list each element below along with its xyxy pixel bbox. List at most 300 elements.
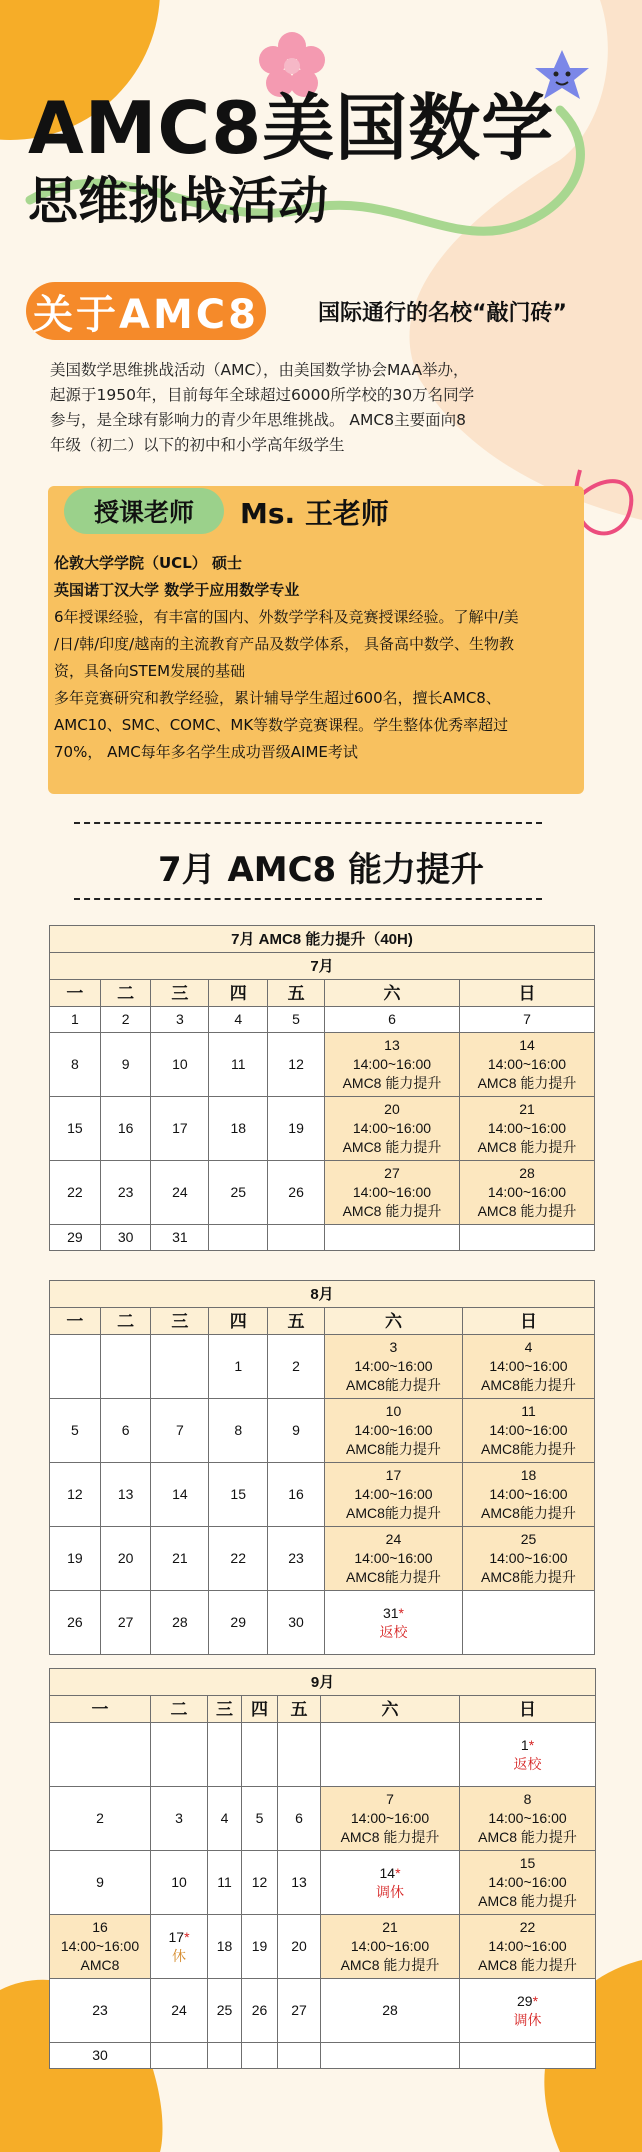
session-course: AMC8 能力提升 <box>477 1075 577 1091</box>
calendar-day-cell <box>278 1787 321 1851</box>
day-number: 12 <box>251 1874 268 1890</box>
calendar-day-cell <box>242 1979 278 2043</box>
calendar-day-cell <box>324 1007 459 1033</box>
calendar-day-cell <box>324 1033 459 1097</box>
calendar-day-cell <box>100 1591 151 1655</box>
calendar-day-cell <box>50 1335 101 1399</box>
calendar-day-cell <box>100 1463 151 1527</box>
calendar-day-cell <box>100 1225 151 1251</box>
calendar-july <box>49 925 595 1251</box>
session-course: AMC8 能力提升 <box>342 1075 442 1091</box>
divider <box>74 898 542 900</box>
calendar-day-cell <box>278 1723 321 1787</box>
day-number: 21 <box>172 1550 188 1566</box>
calendar-day-cell <box>460 1723 596 1787</box>
calendar-day-cell <box>462 1463 594 1527</box>
session-course: AMC8 能力提升 <box>478 1893 577 1909</box>
calendar-week-row <box>50 1463 595 1527</box>
calendar-day-cell <box>321 1851 460 1915</box>
calendar-day-cell <box>151 1033 209 1097</box>
day-number: 20 <box>291 1938 307 1954</box>
bio-line: AMC10、SMC、COMC、MK等数学竞赛课程。学生整体优秀率超过 <box>54 716 509 734</box>
calendar-day-cell <box>100 1527 151 1591</box>
session-course: AMC8能力提升 <box>346 1569 441 1585</box>
day-number: 11 <box>521 1403 536 1419</box>
teacher-bio <box>54 550 576 766</box>
page-title-line1: AMC8美国数学 <box>28 86 555 170</box>
session-course: AMC8 <box>80 1957 120 1973</box>
calendar-day-cell <box>151 1723 208 1787</box>
day-number: 19 <box>67 1550 83 1566</box>
day-number: 30 <box>117 1229 134 1245</box>
day-marker: * <box>532 1992 539 2009</box>
day-number: 30 <box>92 2047 108 2063</box>
session-time: 14:00~16:00 <box>350 1938 430 1954</box>
calendar-day-cell <box>278 1915 321 1979</box>
day-number: 23 <box>117 1184 134 1200</box>
session-course: AMC8 能力提升 <box>478 1829 577 1845</box>
calendar-day-cell <box>100 1335 151 1399</box>
calendar-day-cell <box>321 1915 460 1979</box>
calendar-day-cell <box>242 1915 278 1979</box>
day-number: 24 <box>171 2002 187 2018</box>
calendar-day-cell <box>151 1225 209 1251</box>
day-number: 4 <box>234 1011 243 1027</box>
calendar-day-cell <box>151 1097 209 1161</box>
calendar-day-cell <box>324 1097 459 1161</box>
calendar-day-cell <box>462 1527 594 1591</box>
session-time: 14:00~16:00 <box>487 1056 567 1072</box>
about-tagline: 国际通行的名校“敲门砖” <box>318 301 567 326</box>
calendar-day-cell <box>460 1787 596 1851</box>
day-number: 6 <box>388 1011 396 1027</box>
calendar-september <box>49 1668 596 2069</box>
calendar-day-cell <box>100 1399 151 1463</box>
calendar-day-cell <box>209 1161 268 1225</box>
day-number: 10 <box>172 1056 188 1072</box>
weekday-label: 四 <box>209 980 268 1007</box>
calendar-day-cell <box>242 1787 278 1851</box>
calendar-day-cell <box>151 1463 209 1527</box>
calendar-day-cell <box>209 1591 268 1655</box>
day-number: 15 <box>67 1120 83 1136</box>
calendar-day-cell <box>324 1591 462 1655</box>
day-number: 14 <box>379 1864 396 1881</box>
calendar-day-cell <box>151 1007 209 1033</box>
day-number: 29 <box>67 1229 83 1245</box>
day-marker: * <box>395 1864 401 1881</box>
calendar-day-cell <box>100 1033 151 1097</box>
calendar-week-row <box>50 1915 596 1979</box>
calendar-week-row <box>50 1527 595 1591</box>
session-time: 14:00~16:00 <box>489 1422 568 1438</box>
day-number: 27 <box>117 1614 134 1630</box>
day-number: 1 <box>70 1011 79 1027</box>
calendar-day-cell <box>209 1033 268 1097</box>
calendar-day-cell <box>100 1161 151 1225</box>
day-number: 28 <box>172 1614 188 1630</box>
calendar-day-cell <box>268 1591 325 1655</box>
day-number: 11 <box>217 1874 232 1890</box>
calendar-day-cell <box>50 1033 101 1097</box>
calendar-day-cell <box>151 1787 208 1851</box>
calendar-week-row <box>50 1097 595 1161</box>
calendar-day-cell <box>50 1851 151 1915</box>
session-time: 14:00~16:00 <box>354 1486 433 1502</box>
day-number: 31 <box>172 1229 188 1245</box>
weekday-label: 二 <box>100 1308 151 1335</box>
weekday-header-row <box>50 1308 595 1335</box>
calendar-day-cell <box>278 1851 321 1915</box>
session-time: 14:00~16:00 <box>352 1184 432 1200</box>
day-number: 13 <box>384 1037 400 1053</box>
calendar-week-row <box>50 1723 596 1787</box>
credential-line: 英国诺丁汉大学 数学于应用数学专业 <box>54 581 300 599</box>
calendar-day-cell <box>462 1335 594 1399</box>
about-pill: 关于AMC8 <box>26 282 266 340</box>
weekday-label: 三 <box>151 980 209 1007</box>
day-number: 17 <box>172 1120 188 1136</box>
day-number: 27 <box>291 2002 307 2018</box>
calendar-day-cell <box>209 1463 268 1527</box>
session-course: AMC8 能力提升 <box>477 1139 577 1155</box>
day-note: 调休 <box>376 1883 404 1900</box>
day-number: 16 <box>288 1486 304 1502</box>
session-course: AMC8能力提升 <box>346 1441 441 1457</box>
weekday-label: 五 <box>268 1308 325 1335</box>
day-number: 20 <box>384 1101 400 1117</box>
day-number: 9 <box>292 1422 300 1438</box>
calendar-day-cell <box>242 1723 278 1787</box>
calendar-week-row <box>50 1787 596 1851</box>
day-marker: * <box>528 1736 535 1753</box>
calendar-day-cell <box>208 1915 242 1979</box>
calendar-day-cell <box>209 1335 268 1399</box>
weekday-label: 二 <box>151 1696 208 1723</box>
day-number: 5 <box>292 1011 300 1027</box>
calendar-day-cell <box>462 1399 594 1463</box>
day-number: 15 <box>519 1855 536 1871</box>
weekday-label: 六 <box>324 1308 462 1335</box>
intro-text <box>50 358 520 458</box>
day-number: 6 <box>121 1422 130 1438</box>
calendar-week-row <box>50 2043 596 2069</box>
intro-line: 起源于1950年，目前每年全球超过6000所学校的30万名同学 <box>50 386 475 404</box>
calendar-day-cell <box>242 1851 278 1915</box>
calendar-day-cell <box>268 1225 325 1251</box>
day-number: 13 <box>117 1486 134 1502</box>
calendar-day-cell <box>460 2043 596 2069</box>
calendar-day-cell <box>459 1033 594 1097</box>
weekday-label: 四 <box>209 1308 268 1335</box>
calendar-day-cell <box>151 1161 209 1225</box>
bio-line: 多年竞赛研究和教学经验，累计辅导学生超过600名，擅长AMC8、 <box>54 689 501 707</box>
calendar-week-row <box>50 1979 596 2043</box>
day-number: 30 <box>288 1614 304 1630</box>
day-number: 7 <box>175 1422 184 1438</box>
day-number: 15 <box>230 1486 246 1502</box>
session-course: AMC8能力提升 <box>481 1505 576 1521</box>
calendar-week-row <box>50 1161 595 1225</box>
calendar-day-cell <box>50 1591 101 1655</box>
calendar-day-cell <box>151 1591 209 1655</box>
weekday-label: 三 <box>151 1308 209 1335</box>
day-number: 2 <box>96 1810 104 1826</box>
session-time: 14:00~16:00 <box>487 1184 567 1200</box>
day-number: 23 <box>288 1550 304 1566</box>
calendar-day-cell <box>459 1161 594 1225</box>
weekday-header-row <box>50 1696 596 1723</box>
calendar-day-cell <box>50 1527 101 1591</box>
day-number: 22 <box>230 1550 246 1566</box>
weekday-label: 二 <box>100 980 151 1007</box>
calendar-day-cell <box>151 1979 208 2043</box>
calendar-day-cell <box>209 1007 268 1033</box>
session-time: 14:00~16:00 <box>488 1874 567 1890</box>
day-number: 25 <box>230 1184 247 1200</box>
weekday-label: 六 <box>324 980 459 1007</box>
day-number: 17 <box>385 1467 402 1483</box>
session-course: AMC8能力提升 <box>346 1505 441 1521</box>
teacher-name: Ms. 王老师 <box>240 497 389 530</box>
weekday-label: 五 <box>278 1696 321 1723</box>
day-number: 1 <box>234 1358 243 1374</box>
calendar-week-row <box>50 1335 595 1399</box>
day-number: 11 <box>230 1056 246 1072</box>
bio-line: 70%， AMC每年多名学生成功晋级AIME考试 <box>54 743 358 761</box>
calendar-day-cell <box>324 1225 459 1251</box>
calendar-day-cell <box>268 1007 325 1033</box>
session-time: 14:00~16:00 <box>489 1358 568 1374</box>
session-time: 14:00~16:00 <box>60 1938 140 1954</box>
calendar-week-row <box>50 1225 595 1251</box>
weekday-label: 一 <box>50 1308 101 1335</box>
day-number: 19 <box>251 1938 268 1954</box>
day-number: 22 <box>67 1184 83 1200</box>
day-note: 返校 <box>513 1755 542 1772</box>
session-time: 14:00~16:00 <box>487 1120 567 1136</box>
day-number: 14 <box>519 1037 535 1053</box>
calendar-day-cell <box>462 1591 594 1655</box>
teacher-pill: 授课老师 <box>64 488 224 534</box>
day-number: 3 <box>389 1339 398 1355</box>
calendar-day-cell <box>459 1097 594 1161</box>
bio-line: /日/韩/印度/越南的主流教育产品及数学体系， 具备高中数学、生物教 <box>54 635 514 653</box>
day-number: 26 <box>288 1184 304 1200</box>
day-number: 27 <box>384 1165 400 1181</box>
session-course: AMC8 能力提升 <box>342 1139 442 1155</box>
calendar-day-cell <box>100 1007 151 1033</box>
calendar-week-row <box>50 1851 596 1915</box>
calendar-day-cell <box>209 1097 268 1161</box>
day-number: 8 <box>70 1056 79 1072</box>
day-number: 2 <box>292 1358 300 1374</box>
session-course: AMC8能力提升 <box>481 1377 576 1393</box>
day-number: 10 <box>385 1403 402 1419</box>
calendar-day-cell <box>324 1399 462 1463</box>
session-time: 14:00~16:00 <box>352 1120 432 1136</box>
day-number: 20 <box>117 1550 134 1566</box>
day-number: 18 <box>230 1120 247 1136</box>
calendar-day-cell <box>50 1787 151 1851</box>
calendar-day-cell <box>321 2043 460 2069</box>
day-number: 12 <box>67 1486 83 1502</box>
calendar-day-cell <box>324 1335 462 1399</box>
calendar-day-cell <box>268 1527 325 1591</box>
calendar-day-cell <box>268 1399 325 1463</box>
calendar-day-cell <box>242 2043 278 2069</box>
weekday-label: 日 <box>462 1308 594 1335</box>
day-number: 26 <box>67 1614 83 1630</box>
calendar-day-cell <box>268 1335 325 1399</box>
day-number: 6 <box>295 1810 303 1826</box>
day-number: 18 <box>216 1938 233 1954</box>
day-number: 29 <box>230 1614 246 1630</box>
bio-line: 资，具备向STEM发展的基础 <box>54 662 246 680</box>
calendar-week-row <box>50 1007 595 1033</box>
day-number: 18 <box>520 1467 537 1483</box>
calendar-day-cell <box>460 1851 596 1915</box>
calendar-day-cell <box>50 2043 151 2069</box>
day-number: 9 <box>96 1874 104 1890</box>
calendar-day-cell <box>208 1787 242 1851</box>
calendar-day-cell <box>278 1979 321 2043</box>
day-number: 5 <box>255 1810 264 1826</box>
intro-line: 参与，是全球有影响力的青少年思维挑战。 AMC8主要面向8 <box>50 411 466 429</box>
calendar-august <box>49 1280 595 1655</box>
calendar-week-row <box>50 1033 595 1097</box>
calendar-day-cell <box>460 1915 596 1979</box>
weekday-header-row <box>50 980 595 1007</box>
weekday-label: 日 <box>460 1696 596 1723</box>
day-number: 26 <box>251 2002 268 2018</box>
calendar-day-cell <box>50 1463 101 1527</box>
calendar-day-cell <box>209 1225 268 1251</box>
day-note: 调休 <box>513 2011 542 2028</box>
calendar-day-cell <box>50 1225 101 1251</box>
calendar-day-cell <box>151 1851 208 1915</box>
weekday-label: 五 <box>268 980 325 1007</box>
day-number: 23 <box>92 2002 108 2018</box>
day-number: 16 <box>117 1120 134 1136</box>
day-number: 2 <box>121 1011 130 1027</box>
divider <box>74 822 542 824</box>
session-time: 14:00~16:00 <box>489 1550 568 1566</box>
weekday-label: 日 <box>459 980 594 1007</box>
day-number: 21 <box>382 1919 398 1935</box>
day-number: 31 <box>382 1604 399 1621</box>
day-number: 9 <box>121 1056 130 1072</box>
day-marker: * <box>184 1928 190 1945</box>
session-time: 14:00~16:00 <box>354 1550 433 1566</box>
day-number: 16 <box>92 1919 108 1935</box>
calendar-day-cell <box>100 1097 151 1161</box>
session-time: 14:00~16:00 <box>488 1938 567 1954</box>
session-time: 14:00~16:00 <box>489 1486 568 1502</box>
day-number: 8 <box>234 1422 243 1438</box>
calendar-month: 9月 <box>50 1669 596 1696</box>
intro-line: 美国数学思维挑战活动（AMC），由美国数学协会MAA举办， <box>50 361 469 379</box>
day-number: 29 <box>517 1992 533 2009</box>
calendar-day-cell <box>50 1399 101 1463</box>
day-number: 24 <box>385 1531 402 1547</box>
calendar-day-cell <box>268 1463 325 1527</box>
weekday-label: 一 <box>50 1696 151 1723</box>
session-course: AMC8 能力提升 <box>478 1957 577 1973</box>
credential-line: 伦敦大学学院（UCL） 硕士 <box>54 554 242 572</box>
calendar-day-cell <box>321 1787 460 1851</box>
session-course: AMC8 能力提升 <box>340 1957 440 1973</box>
calendar-day-cell <box>50 1161 101 1225</box>
session-time: 14:00~16:00 <box>354 1422 433 1438</box>
day-number: 5 <box>70 1422 79 1438</box>
calendar-day-cell <box>268 1097 325 1161</box>
calendar-day-cell <box>278 2043 321 2069</box>
day-number: 10 <box>171 1874 187 1890</box>
day-number: 17 <box>168 1928 185 1945</box>
calendar-day-cell <box>268 1161 325 1225</box>
calendar-day-cell <box>324 1463 462 1527</box>
day-note: 休 <box>172 1947 186 1964</box>
session-course: AMC8能力提升 <box>346 1377 441 1393</box>
day-note: 返校 <box>379 1623 408 1640</box>
weekday-label: 六 <box>321 1696 460 1723</box>
calendar-week-row <box>50 1591 595 1655</box>
page-title-line2: 思维挑战活动 <box>28 172 328 230</box>
calendar-day-cell <box>151 1399 209 1463</box>
day-number: 22 <box>519 1919 536 1935</box>
calendar-day-cell <box>50 1979 151 2043</box>
session-course: AMC8 能力提升 <box>342 1203 442 1219</box>
session-time: 14:00~16:00 <box>488 1810 567 1826</box>
day-number: 14 <box>172 1486 188 1502</box>
calendar-day-cell <box>50 1007 101 1033</box>
intro-line: 年级（初二）以下的初中和小学高年级学生 <box>50 436 345 454</box>
calendar-day-cell <box>268 1033 325 1097</box>
session-course: AMC8 能力提升 <box>477 1203 577 1219</box>
calendar-day-cell <box>208 1979 242 2043</box>
calendar-day-cell <box>151 1915 208 1979</box>
day-number: 24 <box>172 1184 188 1200</box>
day-number: 3 <box>175 1810 183 1826</box>
calendar-day-cell <box>151 1335 209 1399</box>
day-number: 4 <box>220 1810 229 1826</box>
day-marker: * <box>398 1604 404 1621</box>
session-time: 14:00~16:00 <box>352 1056 432 1072</box>
bio-line: 6年授课经验，有丰富的国内、外数学学科及竞赛授课经验。了解中/美 <box>54 608 519 626</box>
calendar-caption: 7月 AMC8 能力提升（40H) <box>50 926 595 953</box>
calendar-day-cell <box>460 1979 596 2043</box>
calendar-day-cell <box>324 1527 462 1591</box>
day-number: 7 <box>523 1011 531 1027</box>
weekday-label: 四 <box>242 1696 278 1723</box>
calendar-day-cell <box>459 1007 594 1033</box>
day-number: 19 <box>288 1120 304 1136</box>
day-number: 28 <box>519 1165 535 1181</box>
day-number: 13 <box>291 1874 307 1890</box>
day-number: 12 <box>288 1056 304 1072</box>
day-number: 7 <box>386 1791 394 1807</box>
calendar-day-cell <box>208 2043 242 2069</box>
section-title: 7月 AMC8 能力提升 <box>157 850 485 890</box>
calendar-day-cell <box>459 1225 594 1251</box>
calendar-week-row <box>50 1399 595 1463</box>
day-number: 4 <box>524 1339 533 1355</box>
day-number: 1 <box>520 1736 529 1753</box>
session-course: AMC8能力提升 <box>481 1441 576 1457</box>
calendar-day-cell <box>321 1979 460 2043</box>
day-number: 8 <box>523 1791 532 1807</box>
